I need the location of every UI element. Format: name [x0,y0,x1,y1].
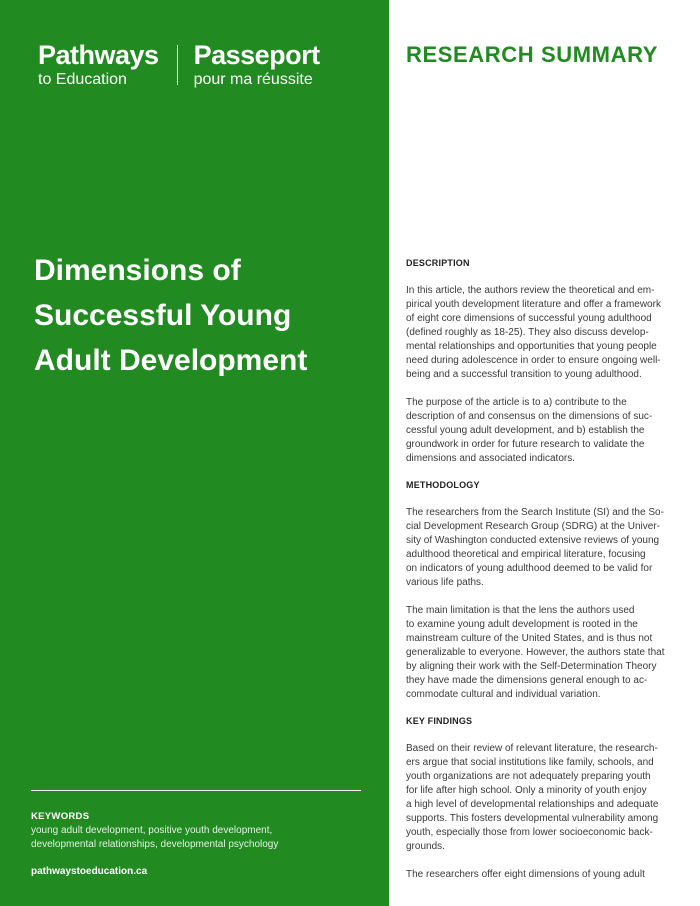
paragraph-line: various life paths. [406,577,484,588]
section-heading: METHODOLOGY [406,480,480,490]
paragraph-line: youth, especially those from lower socioeconomic back- [406,827,653,838]
logo-french-subtitle: pour ma réussite [193,71,313,88]
paragraph-line: dimensions and associated indicators. [406,453,575,464]
summary-content [406,258,688,896]
paragraph-line: description of and consensus on the dimensions of suc- [406,411,653,422]
keywords-line: young adult development, positive youth development, [31,825,273,836]
paragraph-line: (defined roughly as 18-25). They also discuss develop- [406,327,649,338]
paragraph-line: a high level of developmental relationships and adequate [406,799,659,810]
paragraph-line: The researchers offer eight dimensions of young adult [406,869,645,880]
logo-divider [177,45,178,85]
paragraph-line: adulthood theoretical and empirical literature, focusing [406,549,646,560]
paragraph-line: cial Development Research Group (SDRG) at the Univer- [406,521,660,532]
logo-english [38,42,159,90]
paragraph-line: by aligning their work with the Self-Determination Theory [406,661,657,672]
paragraph-line: supports. This fosters developmental vulnerability among [406,813,659,824]
section-paragraph [406,868,688,882]
paragraph-line: on indicators of young adulthood deemed to be valid for [406,563,653,574]
divider-line [31,790,361,791]
paragraph-line: cessful young adult development, and b) establish the [406,425,645,436]
paragraph-line: mainstream culture of the United States, and is thus not [406,633,653,644]
document-type-label: RESEARCH SUMMARY [406,42,659,67]
content-column [389,0,700,906]
paragraph-line: of eight core dimensions of successful young adulthood [406,313,652,324]
keywords-line: developmental relationships, developmental psychology [31,839,279,850]
paragraph-line: youth organizations are not adequately preparing youth [406,771,651,782]
paragraph-line: they have made the dimensions general enough to ac- [406,675,648,686]
logo-french-name: Passeport [193,40,320,70]
paragraph-line: commodate cultural and individual variation. [406,689,601,700]
paragraph-line: pirical youth development literature and offer a framework [406,299,661,310]
paragraph-line: to examine young adult development is rooted in the [406,619,638,630]
section-paragraph [406,506,688,590]
section-paragraph [406,396,688,466]
logo-english-name: Pathways [38,40,159,70]
title-line: Adult Development [34,344,308,377]
paragraph-line: need during adolescence in order to ensure ongoing well- [406,355,661,366]
paragraph-line: ers argue that social institutions like family, schools, and [406,757,654,768]
logo-french [194,42,320,90]
section-heading: DESCRIPTION [406,258,470,268]
paragraph-line: The purpose of the article is to a) contribute to the [406,397,627,408]
title-line: Dimensions of [34,254,241,287]
logo-english-subtitle: to Education [38,71,127,88]
section-heading: KEY FINDINGS [406,716,473,726]
website-link[interactable]: pathwaystoeducation.ca [31,866,148,877]
paragraph-line: Based on their review of relevant literature, the research- [406,743,658,754]
section-paragraph [406,604,688,702]
organization-logo [38,42,320,90]
paragraph-line: generalizable to everyone. However, the authors state that [406,647,665,658]
keywords-heading: KEYWORDS [31,811,90,822]
paragraph-line: In this article, the authors review the theoretical and em- [406,285,655,296]
paragraph-line: sity of Washington conducted extensive reviews of young [406,535,660,546]
paragraph-line: groundwork in order for future research to validate the [406,439,645,450]
keywords-list [31,824,331,852]
section-paragraph [406,284,688,382]
document-title [34,248,374,383]
paragraph-line: The researchers from the Search Institute (SI) and the So- [406,507,664,518]
section-paragraph [406,742,688,854]
paragraph-line: being and a successful transition to young adulthood. [406,369,642,380]
paragraph-line: The main limitation is that the lens the authors used [406,605,635,616]
title-line: Successful Young [34,299,292,332]
paragraph-line: for life after high school. Only a minority of youth enjoy [406,785,647,796]
paragraph-line: mental relationships and opportunities that young people [406,341,657,352]
paragraph-line: grounds. [406,841,445,852]
